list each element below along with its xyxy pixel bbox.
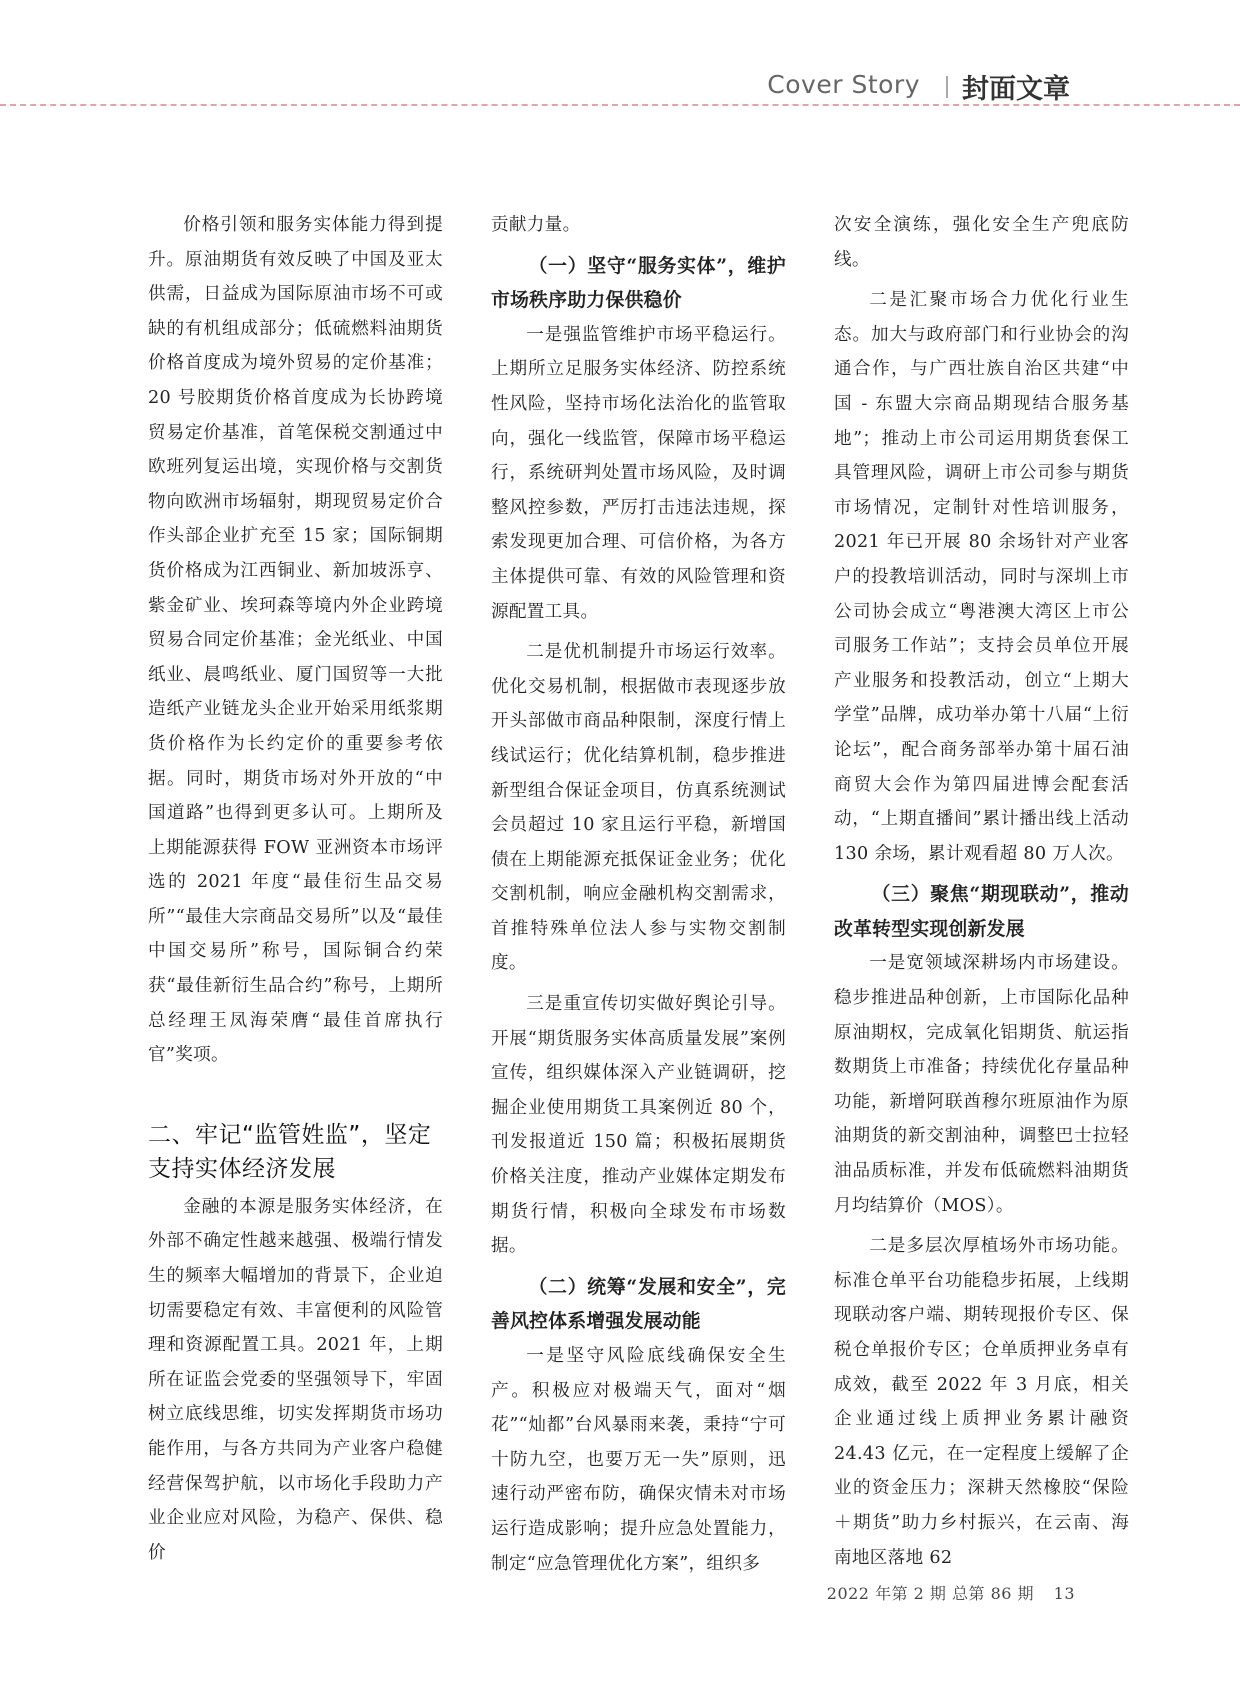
paragraph: 三是重宣传切实做好舆论引导。开展“期货服务实体高质量发展”案例宣传，组织媒体深入产业链调研，挖掘企业使用期货工具案例近 80 个，刊发报道近 150 篇；积极拓展期货价格关注度，推动产业媒体定期发布期货行情，积极向全球发布市场数据。 [491, 994, 786, 1257]
paragraph: 二是汇聚市场合力优化行业生态。加大与政府部门和行业协会的沟通合作，与广西壮族自治区共建“中国 - 东盟大宗商品期现结合服务基地”；推动上市公司运用期货套保工具管理风险，调研上市公司参与期货市场情况，定制针对性培训服务，2021 年已开展 80 余场针对产业客户的投教培训活动，同时与深圳上市公司协会成立“粤港澳大湾区上市公司服务工作站”；支持会员单位开展产业服务和投教活动，创立“上期大学堂”品牌，成功举办第十八届“上衍论坛”，配合商务部举办第十届石油商贸大会作为第四届进博会配套活动，“上期直播间”累计播出线上活动 130 余场，累计观看超 80 万人次。 [834, 290, 1129, 864]
issue-info: 2022 年第 2 期 总第 86 期 [826, 1584, 1035, 1603]
paragraph-continuation: 次安全演练，强化安全生产兜底防线。 [834, 215, 1129, 270]
page-number: 13 [1053, 1584, 1075, 1603]
page-footer [827, 1581, 1075, 1604]
paragraph-continuation: 贡献力量。 [491, 215, 581, 235]
section-title-chinese: 封面文章 [962, 74, 1070, 105]
text-column-1 [148, 208, 443, 1563]
text-column-3 [834, 208, 1129, 1568]
paragraph: 一是坚守风险底线确保安全生产。积极应对极端天气，面对“烟花”“灿都”台风暴雨来袭，秉持“宁可十防九空，也要万无一失”原则，迅速行动严密布防，确保灾情未对市场运行造成影响；提升应急处置能力，制定“应急管理优化方案”，组织多 [491, 1346, 786, 1574]
running-header [0, 64, 1240, 106]
paragraph: 二是多层次厚植场外市场功能。标准仓单平台功能稳步拓展，上线期现联动客户端、期转现报价专区、保税仓单报价专区；仓单质押业务卓有成效，截至 2022 年 3 月底，相关企业通过线上质押业务累计融资 24.43 亿元，在一定程度上缓解了企业的资金压力；深耕天然橡胶“保险＋期货”助力乡村振兴，在云南、海南地区落地 62 [834, 1236, 1129, 1568]
subsection-heading: （三）聚焦“期现联动”，推动改革转型实现创新发展 [834, 883, 1129, 940]
paragraph: 一是强监管维护市场平稳运行。上期所立足服务实体经济、防控系统性风险，坚持市场化法治化的监管取向，强化一线监管，保障市场平稳运行，系统研判处置市场风险，及时调整风控参数，严厉打击违法违规，探索发现更加合理、可信价格，为各方主体提供可靠、有效的风险管理和资源配置工具。 [491, 324, 786, 622]
text-column-2 [491, 208, 786, 1574]
subsection-heading: （二）统筹“发展和安全”，完善风控体系增强发展动能 [491, 1275, 786, 1333]
paragraph: 二是优机制提升市场运行效率。优化交易机制，根据做市表现逐步放开头部做市商品种限制，深度行情上线试运行；优化结算机制，稳步推进新型组合保证金项目，仿真系统测试会员超过 10 家且运行平稳，新增国债在上期能源充抵保证金业务；优化交割机制，响应金融机构交割需求，首推特殊单位法人参与实物交割制度。 [491, 642, 786, 974]
paragraph: 一是宽领域深耕场内市场建设。稳步推进品种创新，上市国际化品种原油期权，完成氧化铝期货、航运指数期货上市准备；持续优化存量品种功能，新增阿联酋穆尔班原油作为原油期货的新交割油种，调整巴士拉轻油品质标准，并发布低硫燃料油期货月均结算价（MOS）。 [834, 953, 1129, 1216]
paragraph: 价格引领和服务实体能力得到提升。原油期货有效反映了中国及亚太供需，日益成为国际原油市场不可或缺的有机组成部分；低硫燃料油期货价格首度成为境外贸易的定价基准；20 号胶期货价格首度成为长协跨境贸易定价基准，首笔保税交割通过中欧班列复运出境，实现价格与交割货物向欧洲市场辐射，期现贸易定价合作头部企业扩充至 15 家；国际铜期货价格成为江西铜业、新加坡泺亨、紫金矿业、埃珂森等境内外企业跨境贸易合同定价基准；金光纸业、中国纸业、晨鸣纸业、厦门国贸等一大批造纸产业链龙头企业开始采用纸浆期货价格作为长约定价的重要参考依据。同时，期货市场对外开放的“中国道路”也得到更多认可。上期所及上期能源获得 FOW 亚洲资本市场评选的 2021 年度“最佳衍生品交易所”“最佳大宗商品交易所”以及“最佳中国交易所”称号，国际铜合约荣获“最佳新衍生品合约”称号，上期所总经理王凤海荣膺“最佳首席执行官”奖项。 [148, 215, 443, 1066]
paragraph: 金融的本源是服务实体经济，在外部不确定性越来越强、极端行情发生的频率大幅增加的背景下，企业迫切需要稳定有效、丰富便利的风险管理和资源配置工具。2021 年，上期所在证监会党委的坚强领导下，牢固树立底线思维，切实发挥期货市场功能作用，与各方共同为产业客户稳健经营保驾护航，以市场化手段助力产业企业应对风险，为稳产、保供、稳价 [148, 1196, 443, 1563]
section-heading: 二、牢记“监管姓监”，坚定支持实体经济发展 [148, 1121, 432, 1182]
header-dashed-rule [0, 104, 1240, 106]
header-divider [946, 76, 948, 98]
subsection-heading: （一）坚守“服务实体”，维护市场秩序助力保供稳价 [491, 254, 786, 312]
section-title-english: Cover Story [767, 70, 920, 99]
